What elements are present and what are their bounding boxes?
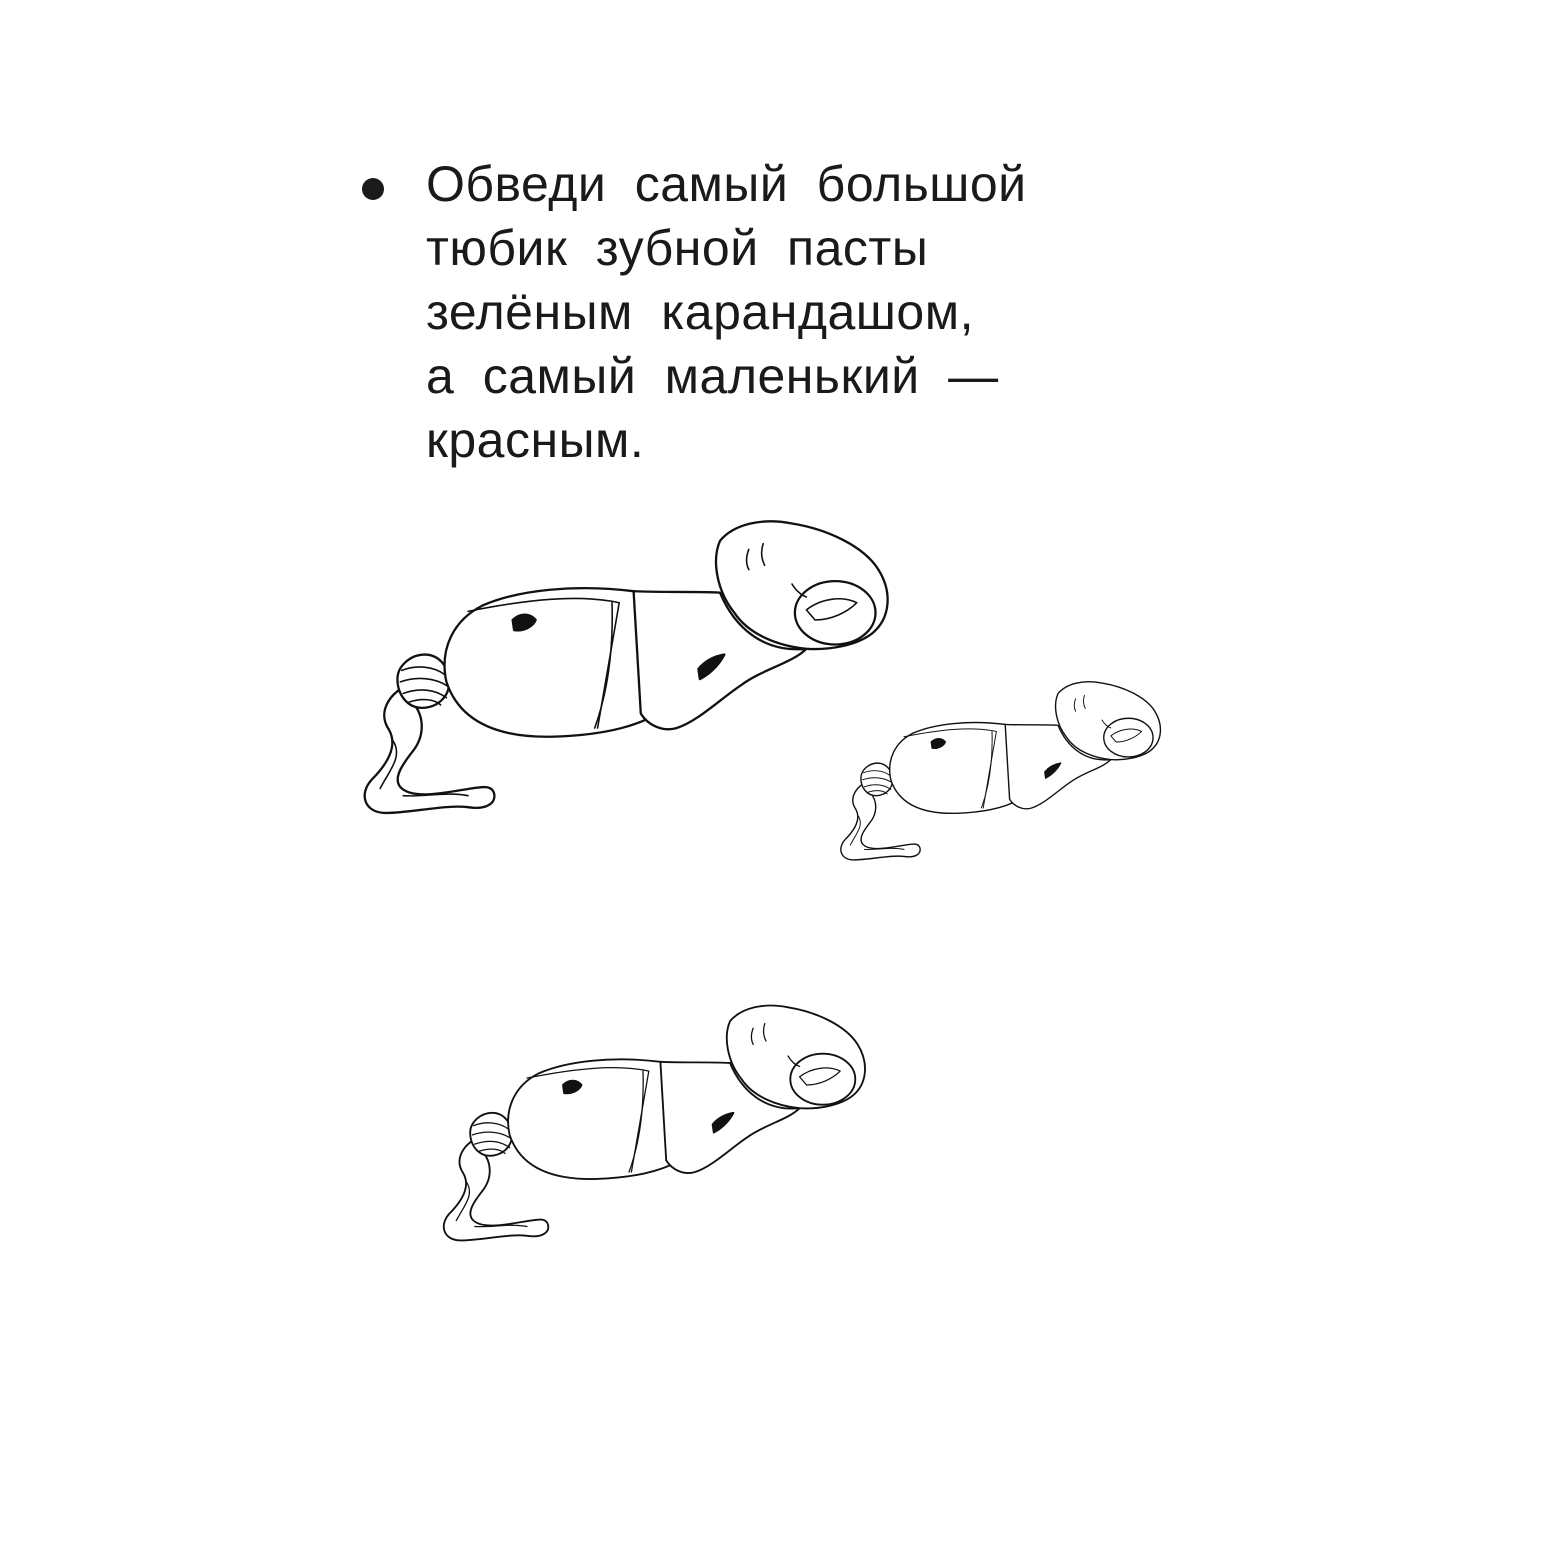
instruction-line: красным. (426, 412, 645, 468)
instruction-line: а самый маленький — (426, 348, 999, 404)
instruction-line: тюбик зубной пасты (426, 220, 929, 276)
toothpaste-tube-icon (841, 682, 1161, 860)
instruction-line: зелёным карандашом, (426, 284, 974, 340)
toothpaste-tube-icon (365, 521, 888, 813)
instruction-line: Обведи самый большой (426, 156, 1027, 212)
toothpaste-tube-icon (444, 1006, 865, 1241)
